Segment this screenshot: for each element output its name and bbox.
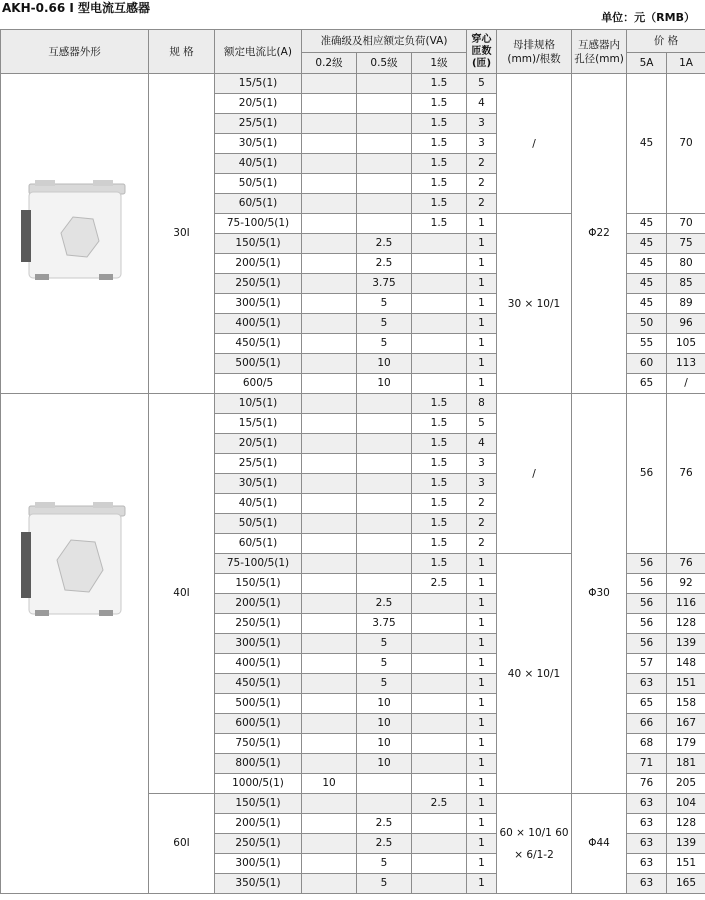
header-bore: 互感器内 孔径(mm): [572, 30, 627, 74]
cell-acc-05: [357, 414, 412, 434]
cell-ratio: 400/5(1): [215, 654, 302, 674]
cell-turns: 1: [467, 574, 497, 594]
cell-acc-02: [302, 74, 357, 94]
model-60I: 60I: [149, 794, 215, 894]
cell-ratio: 500/5(1): [215, 354, 302, 374]
cell-acc-02: [302, 654, 357, 674]
cell-acc-05: [357, 114, 412, 134]
cell-acc-1: 1.5: [412, 214, 467, 234]
cell-turns: 1: [467, 314, 497, 334]
cell-acc-05: 2.5: [357, 254, 412, 274]
table-body: [1, 74, 705, 894]
cell-ratio: 800/5(1): [215, 754, 302, 774]
cell-acc-05: 5: [357, 334, 412, 354]
cell-ratio: 40/5(1): [215, 154, 302, 174]
cell-ratio: 450/5(1): [215, 334, 302, 354]
cell-ratio: 350/5(1): [215, 874, 302, 894]
cell-turns: 1: [467, 874, 497, 894]
cell-ratio: 25/5(1): [215, 454, 302, 474]
cell-acc-1: [412, 814, 467, 834]
price-5a: 63: [627, 854, 667, 874]
cell-acc-02: [302, 374, 357, 394]
cell-acc-05: 5: [357, 634, 412, 654]
cell-acc-1: [412, 754, 467, 774]
cell-acc-05: [357, 774, 412, 794]
cell-acc-05: 10: [357, 714, 412, 734]
cell-turns: 1: [467, 274, 497, 294]
price-1a: 151: [667, 674, 705, 694]
cell-acc-05: [357, 474, 412, 494]
cell-ratio: 50/5(1): [215, 174, 302, 194]
cell-ratio: 500/5(1): [215, 694, 302, 714]
cell-ratio: 60/5(1): [215, 534, 302, 554]
cell-ratio: 200/5(1): [215, 254, 302, 274]
cell-ratio: 10/5(1): [215, 394, 302, 414]
cell-ratio: 250/5(1): [215, 834, 302, 854]
price-5a: 56: [627, 554, 667, 574]
cell-acc-1: 1.5: [412, 94, 467, 114]
price-1a: 167: [667, 714, 705, 734]
cell-ratio: 15/5(1): [215, 74, 302, 94]
cell-turns: 1: [467, 594, 497, 614]
cell-acc-05: [357, 494, 412, 514]
price-1a: 151: [667, 854, 705, 874]
cell-acc-05: 2.5: [357, 234, 412, 254]
price-5a: 68: [627, 734, 667, 754]
cell-acc-05: 5: [357, 314, 412, 334]
price-5a: 56: [627, 574, 667, 594]
cell-acc-1: [412, 354, 467, 374]
cell-acc-1: [412, 374, 467, 394]
price-1a: 128: [667, 614, 705, 634]
cell-turns: 2: [467, 154, 497, 174]
cell-acc-02: [302, 394, 357, 414]
cell-acc-1: [412, 634, 467, 654]
cell-ratio: 75-100/5(1): [215, 214, 302, 234]
price-1a: 105: [667, 334, 705, 354]
price-5a: 50: [627, 314, 667, 334]
table-row: [1, 74, 705, 94]
cell-turns: 1: [467, 814, 497, 834]
cell-acc-1: 1.5: [412, 494, 467, 514]
cell-ratio: 75-100/5(1): [215, 554, 302, 574]
bore-diameter: Φ30: [572, 394, 627, 794]
price-1a: 181: [667, 754, 705, 774]
cell-acc-1: [412, 674, 467, 694]
cell-acc-05: [357, 214, 412, 234]
cell-ratio: 300/5(1): [215, 634, 302, 654]
cell-acc-02: [302, 194, 357, 214]
price-1a: 139: [667, 834, 705, 854]
header-price-1a: 1A: [667, 53, 705, 74]
cell-turns: 1: [467, 634, 497, 654]
cell-acc-02: [302, 314, 357, 334]
bore-diameter: Φ44: [572, 794, 627, 894]
price-5a: 65: [627, 694, 667, 714]
cell-acc-05: [357, 194, 412, 214]
cell-acc-02: [302, 234, 357, 254]
price-1a: /: [667, 374, 705, 394]
busbar-spec: /: [497, 74, 572, 214]
price-5a: 60: [627, 354, 667, 374]
cell-acc-02: [302, 874, 357, 894]
price-1a: 104: [667, 794, 705, 814]
price-5a: 56: [627, 594, 667, 614]
current-transformer-30I-image: [15, 160, 135, 300]
ct-40I-image-cell: [1, 394, 149, 894]
cell-acc-02: [302, 714, 357, 734]
price-5a: 66: [627, 714, 667, 734]
cell-acc-02: [302, 634, 357, 654]
busbar-spec: 60 × 10/1 60 × 6/1-2: [497, 794, 572, 894]
price-5a: 45: [627, 234, 667, 254]
busbar-spec: /: [497, 394, 572, 554]
cell-acc-1: 2.5: [412, 794, 467, 814]
cell-acc-05: 2.5: [357, 834, 412, 854]
cell-turns: 1: [467, 734, 497, 754]
cell-acc-05: [357, 74, 412, 94]
cell-acc-1: 1.5: [412, 114, 467, 134]
cell-acc-05: [357, 534, 412, 554]
cell-turns: 1: [467, 254, 497, 274]
price-5a: 45: [627, 214, 667, 234]
cell-acc-02: [302, 534, 357, 554]
cell-ratio: 150/5(1): [215, 234, 302, 254]
cell-acc-1: [412, 274, 467, 294]
cell-acc-02: [302, 134, 357, 154]
cell-ratio: 60/5(1): [215, 194, 302, 214]
cell-acc-02: [302, 554, 357, 574]
cell-acc-1: 1.5: [412, 474, 467, 494]
price-1a: 148: [667, 654, 705, 674]
cell-turns: 2: [467, 174, 497, 194]
cell-acc-02: [302, 814, 357, 834]
cell-acc-1: 1.5: [412, 154, 467, 174]
cell-turns: 1: [467, 794, 497, 814]
cell-turns: 1: [467, 774, 497, 794]
cell-turns: 2: [467, 534, 497, 554]
price-5a: 65: [627, 374, 667, 394]
cell-acc-1: 1.5: [412, 454, 467, 474]
cell-turns: 3: [467, 114, 497, 134]
price-5a: 56: [627, 634, 667, 654]
cell-acc-1: 1.5: [412, 434, 467, 454]
cell-turns: 1: [467, 374, 497, 394]
cell-acc-1: [412, 334, 467, 354]
cell-ratio: 250/5(1): [215, 274, 302, 294]
cell-ratio: 450/5(1): [215, 674, 302, 694]
cell-turns: 4: [467, 94, 497, 114]
header-busbar: 母排规格 (mm)/根数: [497, 30, 572, 74]
cell-acc-1: 1.5: [412, 174, 467, 194]
table-row: [1, 394, 705, 414]
header-appearance: 互感器外形: [1, 30, 149, 74]
cell-acc-02: [302, 514, 357, 534]
cell-turns: 3: [467, 134, 497, 154]
cell-acc-02: [302, 154, 357, 174]
price-5a: 63: [627, 834, 667, 854]
cell-ratio: 30/5(1): [215, 134, 302, 154]
price-5a: 63: [627, 794, 667, 814]
cell-ratio: 50/5(1): [215, 514, 302, 534]
cell-acc-05: 10: [357, 734, 412, 754]
cell-turns: 1: [467, 654, 497, 674]
header-model: 规 格: [149, 30, 215, 74]
cell-turns: 1: [467, 694, 497, 714]
price-5a: 55: [627, 334, 667, 354]
cell-acc-02: [302, 174, 357, 194]
model-30I: 30I: [149, 74, 215, 394]
cell-acc-05: 10: [357, 754, 412, 774]
cell-acc-02: [302, 474, 357, 494]
cell-acc-05: 5: [357, 654, 412, 674]
cell-acc-1: [412, 774, 467, 794]
price-5a: 45: [627, 294, 667, 314]
cell-acc-1: 1.5: [412, 74, 467, 94]
price-1a: 89: [667, 294, 705, 314]
cell-acc-1: [412, 734, 467, 754]
cell-acc-1: 1.5: [412, 394, 467, 414]
cell-acc-02: [302, 414, 357, 434]
cell-acc-05: [357, 514, 412, 534]
price-1a: 80: [667, 254, 705, 274]
cell-acc-02: [302, 354, 357, 374]
price-1a: 113: [667, 354, 705, 374]
cell-acc-1: 1.5: [412, 514, 467, 534]
price-1a: 128: [667, 814, 705, 834]
currency-unit-label: 单位：元（RMB）: [601, 11, 695, 24]
price-1a: 76: [667, 394, 705, 554]
cell-acc-05: [357, 134, 412, 154]
cell-acc-02: [302, 454, 357, 474]
cell-ratio: 30/5(1): [215, 474, 302, 494]
cell-acc-1: [412, 694, 467, 714]
cell-acc-02: [302, 114, 357, 134]
cell-acc-05: 10: [357, 354, 412, 374]
product-price-table: [0, 29, 705, 894]
cell-turns: 1: [467, 674, 497, 694]
cell-ratio: 200/5(1): [215, 594, 302, 614]
cell-turns: 5: [467, 74, 497, 94]
cell-acc-1: 1.5: [412, 134, 467, 154]
cell-acc-02: 10: [302, 774, 357, 794]
cell-ratio: 40/5(1): [215, 494, 302, 514]
price-5a: 71: [627, 754, 667, 774]
cell-ratio: 600/5(1): [215, 714, 302, 734]
price-1a: 92: [667, 574, 705, 594]
cell-acc-1: [412, 254, 467, 274]
header-price-5a: 5A: [627, 53, 667, 74]
cell-turns: 1: [467, 334, 497, 354]
cell-acc-1: 1.5: [412, 554, 467, 574]
cell-acc-1: 1.5: [412, 534, 467, 554]
current-transformer-40I-image: [15, 492, 135, 632]
bore-diameter: Φ22: [572, 74, 627, 394]
cell-acc-02: [302, 434, 357, 454]
cell-acc-1: 1.5: [412, 414, 467, 434]
cell-acc-02: [302, 754, 357, 774]
cell-acc-05: 2.5: [357, 814, 412, 834]
price-5a: 57: [627, 654, 667, 674]
cell-turns: 1: [467, 554, 497, 574]
cell-acc-05: [357, 174, 412, 194]
cell-turns: 1: [467, 214, 497, 234]
cell-acc-05: 5: [357, 854, 412, 874]
cell-acc-02: [302, 294, 357, 314]
cell-acc-05: [357, 154, 412, 174]
cell-acc-1: [412, 654, 467, 674]
cell-acc-1: [412, 854, 467, 874]
cell-acc-1: 2.5: [412, 574, 467, 594]
cell-acc-1: [412, 874, 467, 894]
cell-acc-02: [302, 854, 357, 874]
price-5a: 45: [627, 274, 667, 294]
price-1a: 75: [667, 234, 705, 254]
cell-ratio: 1000/5(1): [215, 774, 302, 794]
cell-acc-05: 10: [357, 374, 412, 394]
cell-acc-05: 3.75: [357, 274, 412, 294]
cell-turns: 3: [467, 474, 497, 494]
cell-acc-02: [302, 334, 357, 354]
cell-turns: 1: [467, 754, 497, 774]
cell-acc-1: [412, 594, 467, 614]
cell-turns: 8: [467, 394, 497, 414]
price-5a: 56: [627, 394, 667, 554]
price-5a: 63: [627, 674, 667, 694]
cell-acc-1: [412, 294, 467, 314]
cell-turns: 3: [467, 454, 497, 474]
cell-turns: 1: [467, 714, 497, 734]
price-1a: 70: [667, 74, 705, 214]
header-turns: 穿心 匝数 (匝): [467, 30, 497, 74]
cell-acc-05: 3.75: [357, 614, 412, 634]
price-1a: 70: [667, 214, 705, 234]
header-acc-02: 0.2级: [302, 53, 357, 74]
cell-acc-1: 1.5: [412, 194, 467, 214]
cell-acc-02: [302, 614, 357, 634]
cell-acc-1: [412, 234, 467, 254]
cell-ratio: 200/5(1): [215, 814, 302, 834]
cell-acc-02: [302, 794, 357, 814]
price-5a: 76: [627, 774, 667, 794]
cell-acc-1: [412, 314, 467, 334]
cell-ratio: 600/5: [215, 374, 302, 394]
cell-ratio: 400/5(1): [215, 314, 302, 334]
cell-acc-1: [412, 714, 467, 734]
price-5a: 45: [627, 74, 667, 214]
model-40I: 40I: [149, 394, 215, 794]
cell-turns: 1: [467, 854, 497, 874]
header-acc-05: 0.5级: [357, 53, 412, 74]
cell-acc-02: [302, 594, 357, 614]
cell-acc-05: 5: [357, 294, 412, 314]
cell-ratio: 750/5(1): [215, 734, 302, 754]
cell-acc-05: [357, 794, 412, 814]
cell-acc-05: [357, 94, 412, 114]
busbar-spec: 30 × 10/1: [497, 214, 572, 394]
price-1a: 96: [667, 314, 705, 334]
cell-acc-05: [357, 574, 412, 594]
price-1a: 165: [667, 874, 705, 894]
cell-acc-02: [302, 94, 357, 114]
cell-acc-1: [412, 614, 467, 634]
header-acc-1: 1级: [412, 53, 467, 74]
cell-turns: 1: [467, 834, 497, 854]
cell-acc-05: [357, 434, 412, 454]
cell-acc-02: [302, 214, 357, 234]
cell-ratio: 20/5(1): [215, 94, 302, 114]
cell-turns: 1: [467, 614, 497, 634]
cell-acc-05: [357, 554, 412, 574]
cell-acc-05: 5: [357, 874, 412, 894]
cell-acc-05: 5: [357, 674, 412, 694]
cell-turns: 1: [467, 234, 497, 254]
cell-acc-02: [302, 574, 357, 594]
cell-acc-02: [302, 734, 357, 754]
price-1a: 139: [667, 634, 705, 654]
cell-turns: 4: [467, 434, 497, 454]
cell-acc-05: [357, 454, 412, 474]
cell-turns: 2: [467, 514, 497, 534]
cell-ratio: 150/5(1): [215, 574, 302, 594]
header-price: 价 格: [627, 30, 705, 53]
cell-acc-02: [302, 674, 357, 694]
cell-ratio: 20/5(1): [215, 434, 302, 454]
header-ratio: 额定电流比(A): [215, 30, 302, 74]
cell-acc-02: [302, 694, 357, 714]
cell-ratio: 300/5(1): [215, 854, 302, 874]
cell-turns: 2: [467, 194, 497, 214]
price-1a: 179: [667, 734, 705, 754]
price-5a: 56: [627, 614, 667, 634]
cell-turns: 1: [467, 294, 497, 314]
cell-acc-02: [302, 494, 357, 514]
cell-ratio: 150/5(1): [215, 794, 302, 814]
cell-acc-02: [302, 254, 357, 274]
cell-acc-05: 10: [357, 694, 412, 714]
price-1a: 158: [667, 694, 705, 714]
cell-ratio: 25/5(1): [215, 114, 302, 134]
busbar-spec: 40 × 10/1: [497, 554, 572, 794]
price-5a: 63: [627, 874, 667, 894]
ct-30I-image-cell: [1, 74, 149, 394]
price-5a: 45: [627, 254, 667, 274]
price-1a: 85: [667, 274, 705, 294]
cell-ratio: 15/5(1): [215, 414, 302, 434]
cell-acc-05: 2.5: [357, 594, 412, 614]
cell-acc-1: [412, 834, 467, 854]
price-1a: 76: [667, 554, 705, 574]
page-title: AKH-0.66 I 型电流互感器: [2, 1, 151, 15]
cell-acc-02: [302, 834, 357, 854]
price-1a: 205: [667, 774, 705, 794]
cell-ratio: 300/5(1): [215, 294, 302, 314]
cell-turns: 5: [467, 414, 497, 434]
cell-acc-02: [302, 274, 357, 294]
price-1a: 116: [667, 594, 705, 614]
cell-turns: 2: [467, 494, 497, 514]
cell-turns: 1: [467, 354, 497, 374]
price-5a: 63: [627, 814, 667, 834]
cell-acc-05: [357, 394, 412, 414]
header-accuracy: 准确级及相应额定负荷(VA): [302, 30, 467, 53]
cell-ratio: 250/5(1): [215, 614, 302, 634]
